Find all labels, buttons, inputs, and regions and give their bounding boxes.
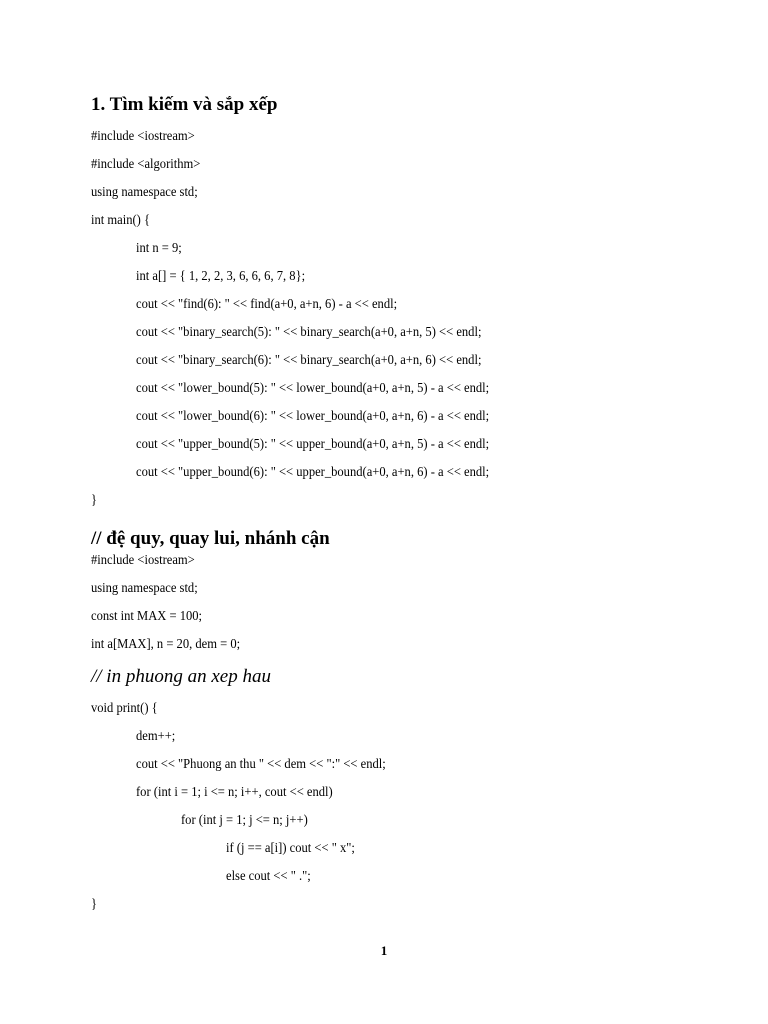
code-line: cout << "Phuong an thu " << dem << ":" << endl; (136, 756, 386, 771)
code-line: cout << "lower_bound(6): " << lower_bound(a+0, a+n, 6) - a << endl; (136, 408, 490, 423)
code-line: int n = 9; (136, 240, 182, 255)
page-number: 1 (380, 943, 388, 958)
code-comment: // in phuong an xep hau (91, 666, 271, 687)
code-line: if (j == a[i]) cout << " x"; (226, 840, 355, 855)
code-line: else cout << " ."; (226, 868, 311, 883)
code-line: cout << "binary_search(5): " << binary_search(a+0, a+n, 5) << endl; (136, 324, 482, 339)
code-line: using namespace std; (91, 184, 198, 199)
code-line: cout << "binary_search(6): " << binary_search(a+0, a+n, 6) << endl; (136, 352, 482, 367)
code-line: for (int i = 1; i <= n; i++, cout << endl) (136, 784, 333, 799)
code-line: } (91, 896, 98, 911)
code-line: int a[] = { 1, 2, 2, 3, 6, 6, 6, 7, 8}; (136, 268, 306, 283)
code-line: cout << "upper_bound(6): " << upper_bound(a+0, a+n, 6) - a << endl; (136, 464, 490, 479)
code-line: #include <algorithm> (91, 156, 201, 171)
section-heading-search-sort: 1. Tìm kiếm và sắp xếp (91, 94, 278, 115)
code-line: const int MAX = 100; (91, 608, 203, 623)
section-heading-recursion: // đệ quy, quay lui, nhánh cận (91, 528, 330, 549)
code-line: } (91, 492, 98, 507)
code-line: dem++; (136, 728, 176, 743)
code-line: cout << "upper_bound(5): " << upper_bound(a+0, a+n, 5) - a << endl; (136, 436, 490, 451)
code-line: for (int j = 1; j <= n; j++) (181, 812, 308, 827)
code-line: cout << "find(6): " << find(a+0, a+n, 6) - a << endl; (136, 296, 398, 311)
code-line: cout << "lower_bound(5): " << lower_bound(a+0, a+n, 5) - a << endl; (136, 380, 490, 395)
code-line: using namespace std; (91, 580, 198, 595)
code-line: int main() { (91, 212, 151, 227)
code-line: void print() { (91, 700, 158, 715)
code-line: #include <iostream> (91, 128, 195, 143)
code-line: int a[MAX], n = 20, dem = 0; (91, 636, 241, 651)
code-line: #include <iostream> (91, 552, 195, 567)
